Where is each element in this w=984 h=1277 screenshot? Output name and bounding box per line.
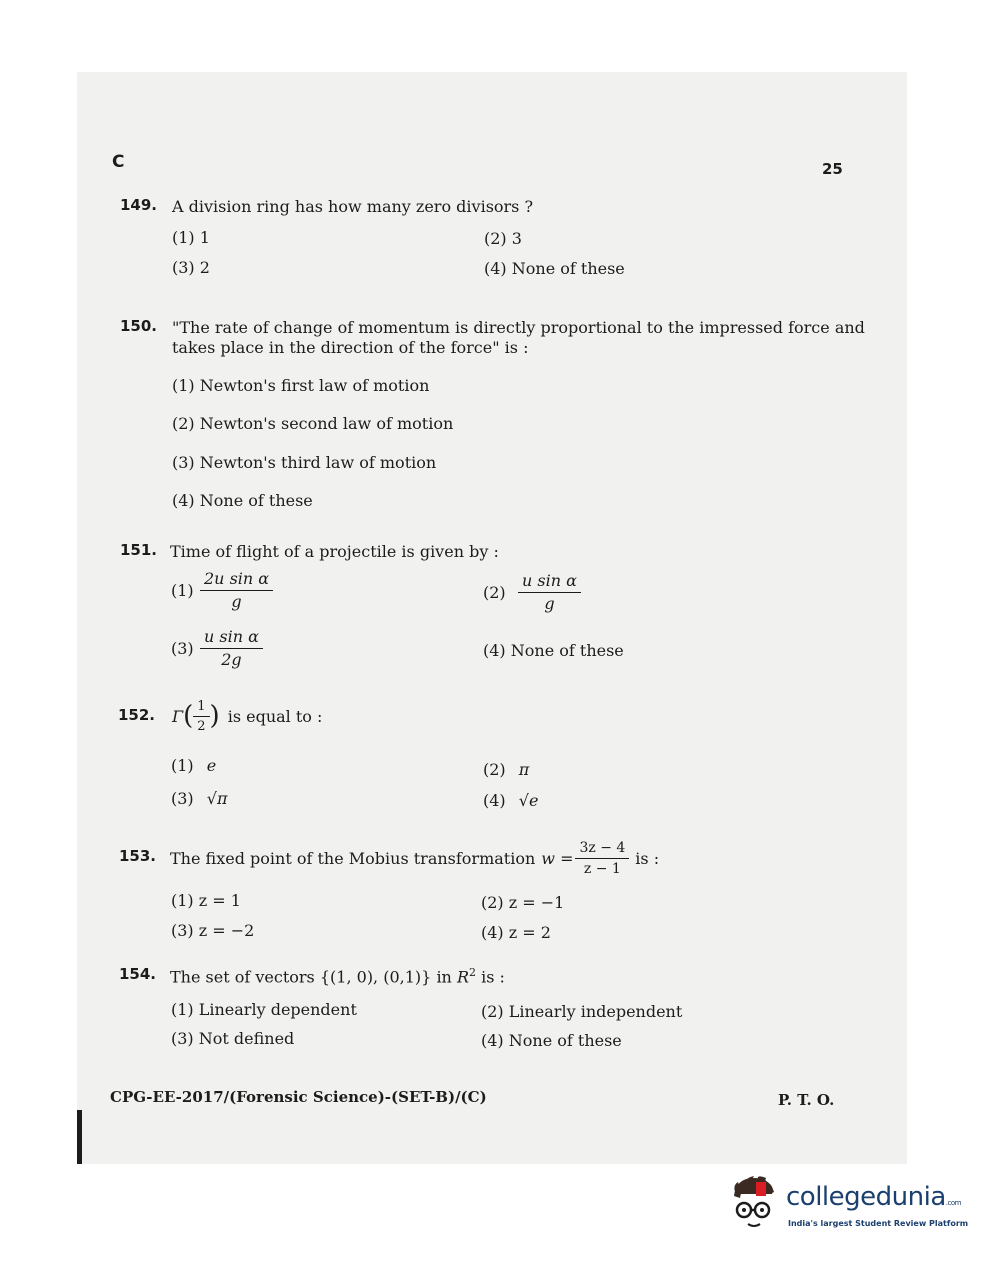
question-number-153: 153. bbox=[119, 847, 157, 865]
q152-denominator: 2 bbox=[197, 718, 206, 734]
q153-numerator: 3z − 4 bbox=[575, 840, 629, 859]
option-149-4: (4) None of these bbox=[484, 259, 625, 278]
option-151-2-numerator: u sin α bbox=[518, 572, 581, 593]
question-text-149: A division ring has how many zero divisors ? bbox=[172, 197, 534, 216]
option-152-2 bbox=[483, 760, 529, 779]
gamma-symbol: Γ bbox=[172, 706, 184, 726]
collegedunia-logo-icon bbox=[726, 1172, 782, 1234]
q154-power: 2 bbox=[469, 966, 476, 979]
option-151-4: (4) None of these bbox=[483, 641, 624, 660]
q154-text-in: in bbox=[436, 967, 452, 987]
question-text-151: Time of flight of a projectile is given by : bbox=[170, 542, 499, 561]
page-number: 25 bbox=[822, 160, 843, 178]
option-151-1-fraction bbox=[200, 570, 273, 611]
logo-tld: .com bbox=[945, 1199, 961, 1207]
q153-denominator: z − 1 bbox=[583, 861, 621, 877]
logo-tagline: India's largest Student Review Platform bbox=[788, 1219, 969, 1228]
option-152-1-value: e bbox=[206, 756, 217, 775]
q154-vector-set: {(1, 0), (0,1)} bbox=[319, 967, 432, 987]
page-edge-shadow bbox=[77, 1110, 82, 1164]
q154-space: R bbox=[456, 967, 469, 987]
option-151-3-denominator: 2g bbox=[221, 650, 242, 669]
question-text-150-line1: "The rate of change of momentum is directly proportional to the impressed force and bbox=[172, 318, 865, 337]
left-paren: ( bbox=[183, 701, 194, 731]
option-152-2-value: π bbox=[518, 760, 530, 779]
option-152-3-label: (3) bbox=[171, 789, 194, 808]
option-152-4-value: √e bbox=[518, 791, 539, 810]
option-153-1: (1) z = 1 bbox=[171, 891, 241, 910]
option-151-3-fraction bbox=[200, 628, 263, 669]
question-number-152: 152. bbox=[118, 706, 156, 724]
question-text-152: is equal to : bbox=[227, 706, 323, 726]
question-line-154 bbox=[170, 966, 505, 986]
option-149-1: (1) 1 bbox=[172, 228, 210, 247]
option-153-2: (2) z = −1 bbox=[481, 893, 565, 912]
question-text-154-prefix: The set of vectors bbox=[170, 967, 315, 987]
option-151-1-label: (1) bbox=[171, 581, 194, 600]
option-151-2-denominator: g bbox=[544, 594, 555, 613]
question-number-154: 154. bbox=[119, 965, 157, 983]
option-153-3: (3) z = −2 bbox=[171, 921, 255, 940]
q154-suffix: is : bbox=[481, 967, 505, 987]
option-151-1-numerator: 2u sin α bbox=[200, 570, 273, 591]
option-151-3-numerator: u sin α bbox=[200, 628, 263, 649]
option-152-1 bbox=[171, 756, 216, 775]
question-number-149: 149. bbox=[120, 196, 158, 214]
question-line-153 bbox=[170, 840, 659, 877]
option-151-3-label: (3) bbox=[171, 639, 194, 658]
question-text-153: The fixed point of the Mobius transformation bbox=[170, 849, 536, 868]
option-150-3: (3) Newton's third law of motion bbox=[172, 453, 437, 472]
option-149-3: (3) 2 bbox=[172, 258, 210, 277]
logo-name: collegedunia bbox=[786, 1182, 946, 1212]
footer-exam-code: CPG-EE-2017/(Forensic Science)-(SET-B)/(C) bbox=[110, 1088, 487, 1106]
option-152-2-label: (2) bbox=[483, 760, 506, 779]
option-149-2: (2) 3 bbox=[484, 229, 522, 248]
option-154-4: (4) None of these bbox=[481, 1031, 622, 1050]
q153-w-equals: w = bbox=[541, 849, 574, 868]
q152-numerator: 1 bbox=[193, 699, 209, 717]
option-151-2-label: (2) bbox=[483, 583, 506, 602]
option-154-3: (3) Not defined bbox=[171, 1029, 295, 1048]
option-152-3-value: √π bbox=[206, 789, 228, 808]
option-153-4: (4) z = 2 bbox=[481, 923, 551, 942]
option-152-4 bbox=[483, 791, 538, 810]
option-152-3 bbox=[171, 789, 227, 808]
option-150-4: (4) None of these bbox=[172, 491, 313, 510]
question-expression-152 bbox=[172, 697, 322, 735]
set-letter: C bbox=[112, 152, 125, 172]
option-152-4-label: (4) bbox=[483, 791, 506, 810]
footer-pto: P. T. O. bbox=[778, 1091, 835, 1109]
option-154-1: (1) Linearly dependent bbox=[171, 1000, 357, 1019]
option-151-1-denominator: g bbox=[231, 592, 242, 611]
q153-suffix: is : bbox=[635, 849, 660, 868]
option-150-2: (2) Newton's second law of motion bbox=[172, 414, 454, 433]
option-152-1-label: (1) bbox=[171, 756, 194, 775]
option-151-2-fraction bbox=[518, 572, 581, 613]
question-text-150-line2: takes place in the direction of the force" is : bbox=[172, 338, 529, 357]
option-150-1: (1) Newton's first law of motion bbox=[172, 376, 430, 395]
collegedunia-wordmark bbox=[786, 1182, 961, 1212]
right-paren: ) bbox=[209, 701, 220, 731]
question-number-150: 150. bbox=[120, 317, 158, 335]
option-154-2: (2) Linearly independent bbox=[481, 1002, 683, 1021]
question-number-151: 151. bbox=[120, 541, 158, 559]
